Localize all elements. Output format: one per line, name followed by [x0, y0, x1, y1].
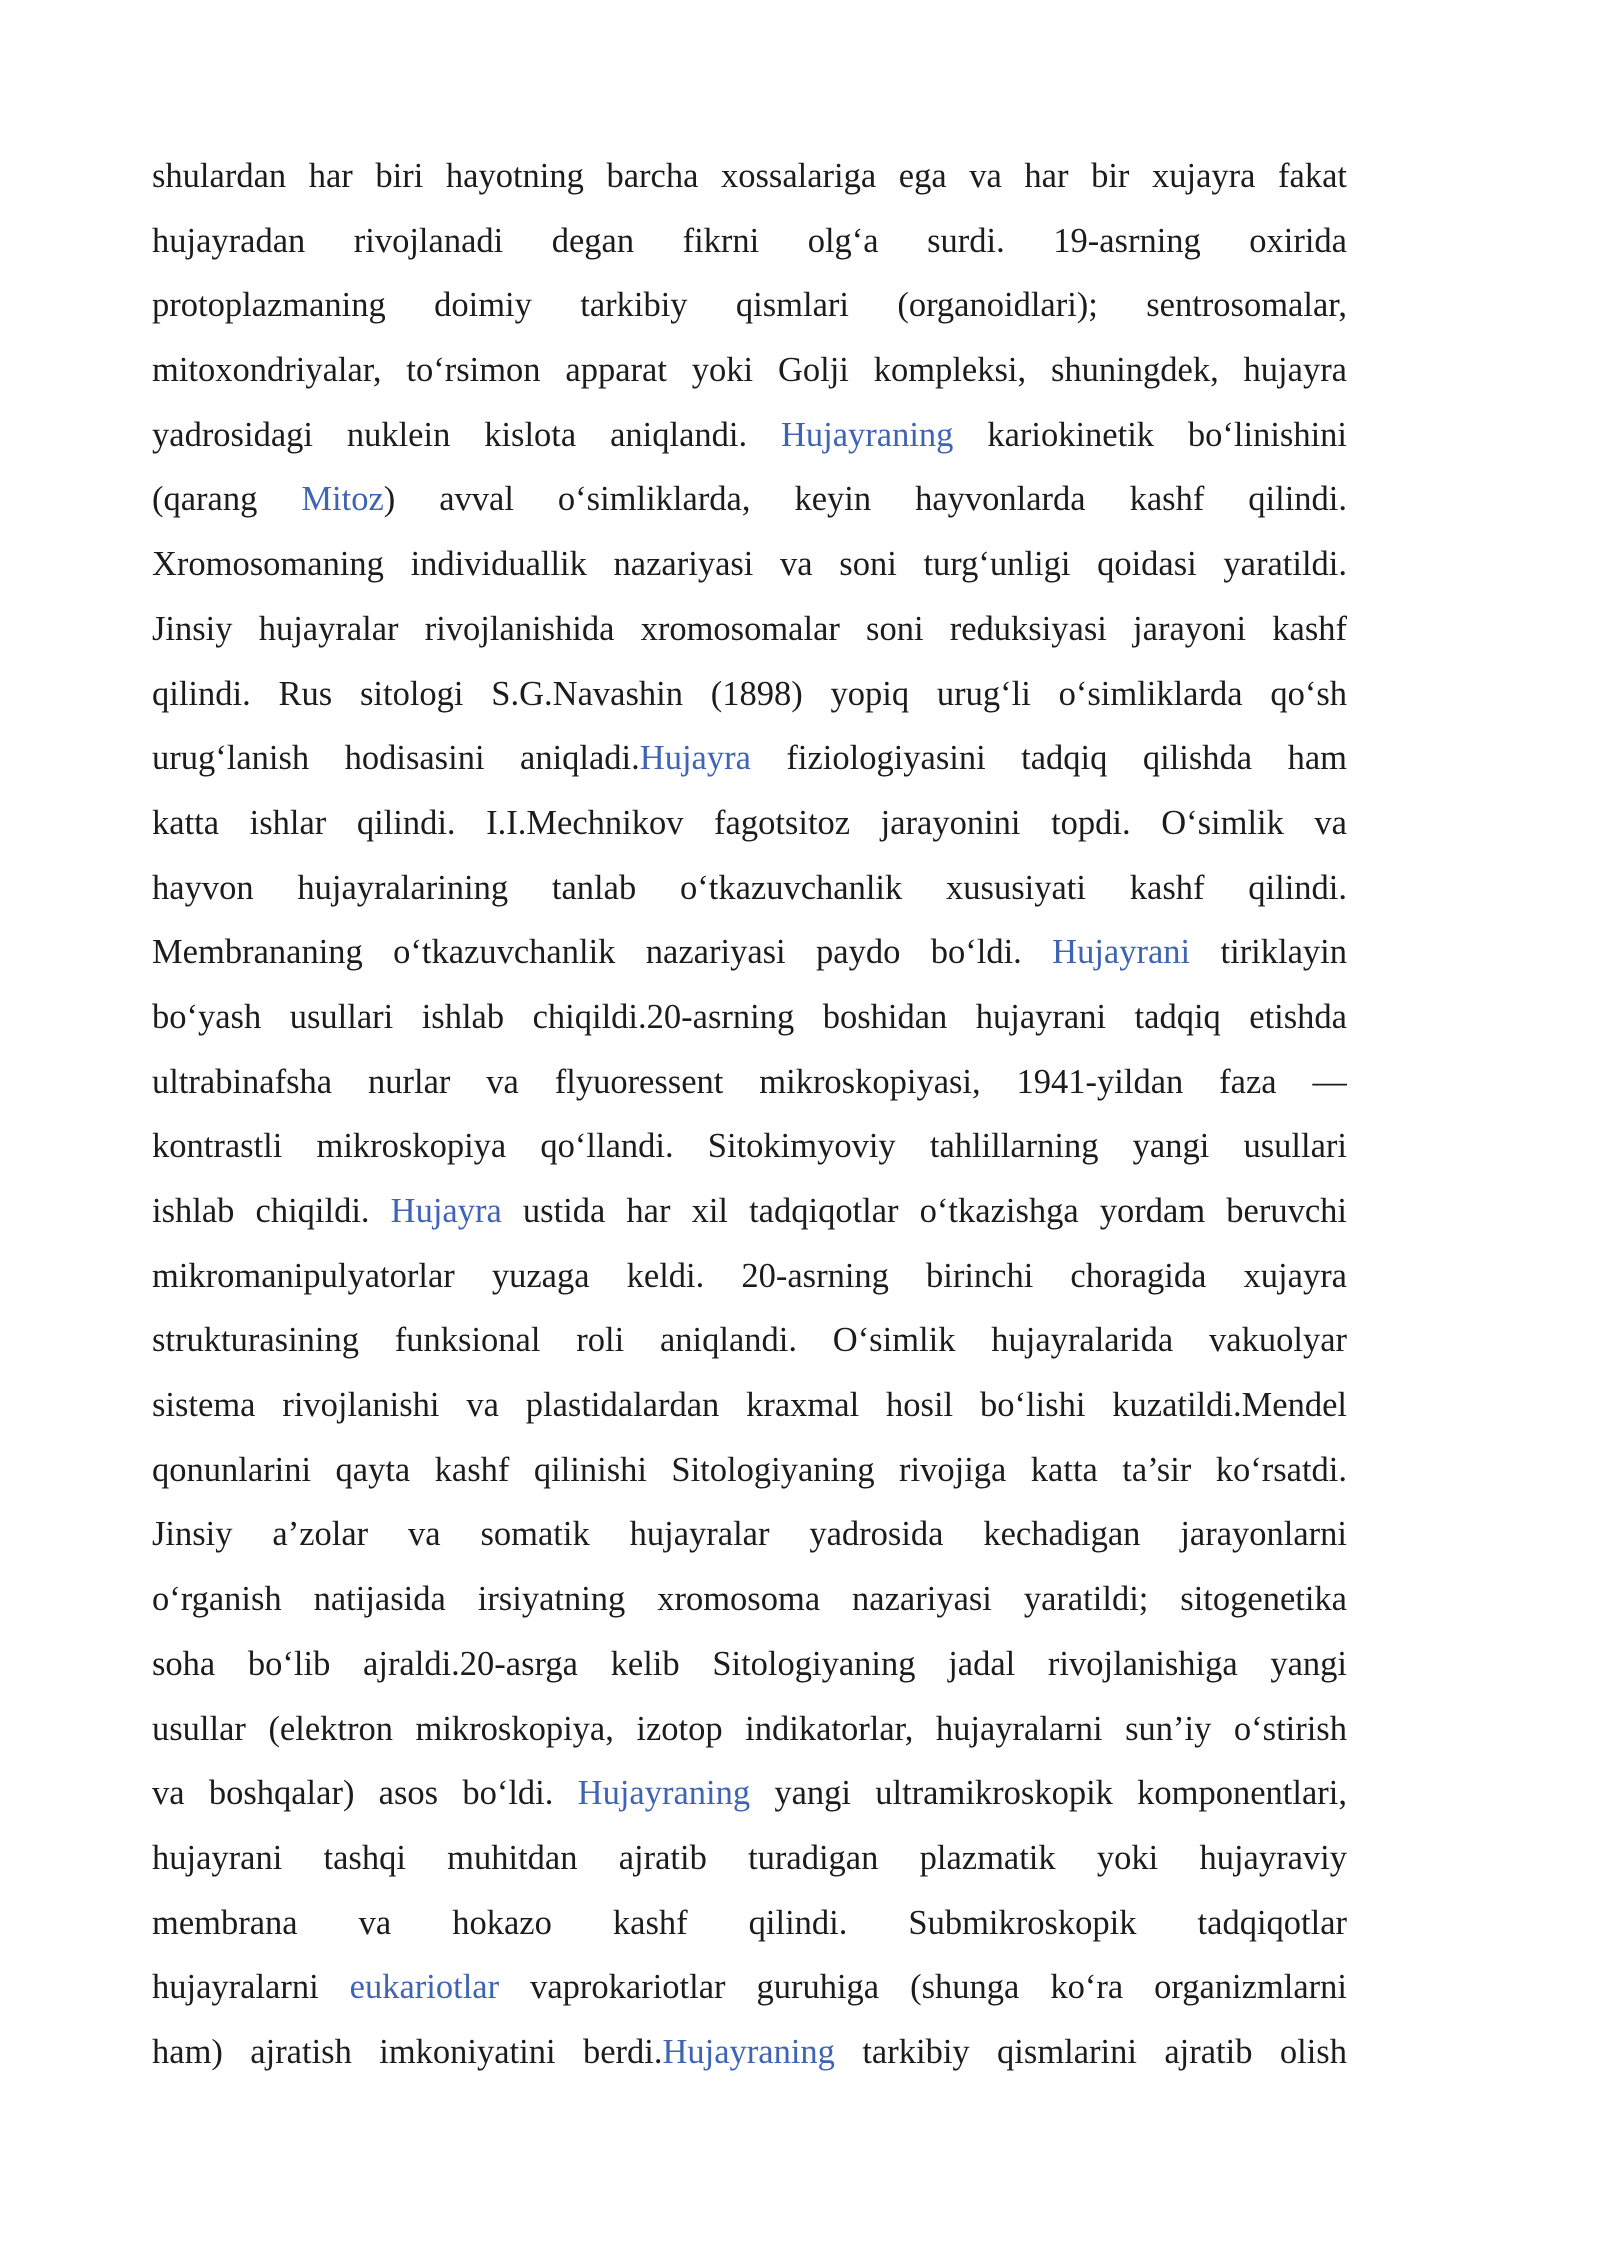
inline-link[interactable]: Hujayrani [1052, 933, 1191, 972]
text-line [152, 1508, 1347, 1573]
body-paragraph [152, 150, 1347, 2091]
inline-link[interactable]: Hujayra [639, 739, 751, 778]
text-line [152, 1379, 1347, 1444]
text-line [152, 732, 1347, 797]
text-line [152, 991, 1347, 1056]
text-run: ishlab chiqildi. [152, 1192, 391, 1230]
text-run: Xromosomaning individuallik nazariyasi va soni turg‘unligi qoidasi yaratildi. [152, 545, 1347, 584]
inline-link[interactable]: eukariotlar [349, 1968, 500, 2007]
text-run: shulardan har biri hayotning barcha xossalariga ega va har bir xujayra fakat [152, 157, 1347, 195]
text-line [152, 1832, 1347, 1897]
text-run: strukturasining funksional roli aniqlandi. O‘simlik hujayralarida vakuolyar [152, 1321, 1347, 1360]
text-line [152, 1314, 1347, 1379]
text-line [152, 215, 1347, 280]
text-run: protoplazmaning doimiy tarkibiy qismlari (organoidlari); sentrosomalar, [152, 286, 1347, 325]
text-run: membrana va hokazo kashf qilindi. Submikroskopik tadqiqotlar [152, 1903, 1347, 1942]
text-line [152, 538, 1347, 603]
text-run: tarkibiy qismlarini ajratib olish [834, 2032, 1347, 2071]
text-run: kariokinetik bo‘linishini [953, 415, 1347, 454]
text-run: urug‘lanish hodisasini aniqladi. [152, 739, 640, 778]
text-line [152, 1444, 1347, 1509]
text-run: sistema rivojlanishi va plastidalardan kraxmal hosil bo‘lishi kuzatildi.Mendel [152, 1386, 1347, 1425]
inline-link[interactable]: Hujayraning [577, 1774, 751, 1813]
text-line [152, 1573, 1347, 1638]
text-line [152, 1250, 1347, 1315]
text-run: bo‘yash usullari ishlab chiqildi.20-asrning boshidan hujayrani tadqiq etishda [152, 997, 1347, 1036]
text-line [152, 1185, 1347, 1250]
text-run: katta ishlar qilindi. I.I.Mechnikov fagotsitoz jarayonini topdi. O‘simlik va [152, 803, 1347, 842]
text-line [152, 926, 1347, 991]
text-run: ustida har xil tadqiqotlar o‘tkazishga yordam beruvchi [501, 1192, 1347, 1230]
text-run: ham) ajratish imkoniyatini berdi. [152, 2032, 663, 2071]
text-run: va boshqalar) asos bo‘ldi. [152, 1774, 578, 1813]
text-run: yadrosidagi nuklein kislota aniqlandi. [152, 415, 781, 454]
text-line [152, 1056, 1347, 1121]
inline-link[interactable]: Hujayra [390, 1192, 502, 1230]
text-line [152, 1703, 1347, 1768]
text-line [152, 862, 1347, 927]
text-run: Jinsiy hujayralar rivojlanishida xromosomalar soni reduksiyasi jarayoni kashf [152, 609, 1347, 648]
text-line [152, 1961, 1347, 2026]
text-run: usullar (elektron mikroskopiya, izotop indikatorlar, hujayralarni sun’iy o‘stirish [152, 1709, 1347, 1748]
text-line [152, 473, 1347, 538]
text-line [152, 1767, 1347, 1832]
inline-link[interactable]: Hujayraning [662, 2032, 835, 2071]
text-run: (qarang [152, 480, 302, 519]
text-run: tiriklayin [1190, 933, 1347, 972]
text-run: mitoxondriyalar, to‘rsimon apparat yoki Golji kompleksi, shuningdek, hujayra [152, 351, 1347, 390]
text-line [152, 1120, 1347, 1185]
text-line [152, 797, 1347, 862]
text-run: qilindi. Rus sitologi S.G.Navashin (1898) yopiq urug‘li o‘simliklarda qo‘sh [152, 674, 1347, 713]
text-line [152, 1897, 1347, 1962]
text-run: hujayradan rivojlanadi degan fikrni olg‘a surdi. 19-asrning oxirida [152, 221, 1347, 260]
text-line [152, 2026, 1347, 2091]
text-line [152, 150, 1347, 215]
text-run: mikromanipulyatorlar yuzaga keldi. 20-asrning birinchi choragida xujayra [152, 1256, 1347, 1295]
text-line [152, 409, 1347, 474]
text-line [152, 279, 1347, 344]
text-line [152, 344, 1347, 409]
text-run: qonunlarini qayta kashf qilinishi Sitologiyaning rivojiga katta ta’sir ko‘rsatdi. [152, 1450, 1347, 1489]
inline-link[interactable]: Mitoz [301, 480, 384, 519]
text-run: hujayralarni [152, 1968, 350, 2007]
text-run: yangi ultramikroskopik komponentlari, [750, 1774, 1347, 1813]
text-run: Membrananing o‘tkazuvchanlik nazariyasi paydo bo‘ldi. [152, 933, 1053, 972]
text-run: vaprokariotlar guruhiga (shunga ko‘ra organizmlarni [499, 1968, 1347, 2007]
text-line [152, 668, 1347, 733]
text-run: o‘rganish natijasida irsiyatning xromosoma nazariyasi yaratildi; sitogenetika [152, 1580, 1347, 1619]
text-run: hujayrani tashqi muhitdan ajratib turadigan plazmatik yoki hujayraviy [152, 1838, 1347, 1877]
text-run: hayvon hujayralarining tanlab o‘tkazuvchanlik xususiyati kashf qilindi. [152, 868, 1347, 907]
text-line [152, 603, 1347, 668]
text-run: soha bo‘lib ajraldi.20-asrga kelib Sitologiyaning jadal rivojlanishiga yangi [152, 1644, 1347, 1683]
text-run: kontrastli mikroskopiya qo‘llandi. Sitokimyoviy tahlillarning yangi usullari [152, 1127, 1347, 1166]
text-run: Jinsiy a’zolar va somatik hujayralar yadrosida kechadigan jarayonlarni [152, 1515, 1347, 1554]
text-run: ) avval o‘simliklarda, keyin hayvonlarda kashf qilindi. [383, 480, 1347, 519]
text-run: fiziologiyasini tadqiq qilishda ham [750, 739, 1347, 778]
inline-link[interactable]: Hujayraning [780, 415, 954, 454]
text-line [152, 1638, 1347, 1703]
text-run: ultrabinafsha nurlar va flyuoressent mikroskopiyasi, 1941-yildan faza — [152, 1062, 1347, 1101]
